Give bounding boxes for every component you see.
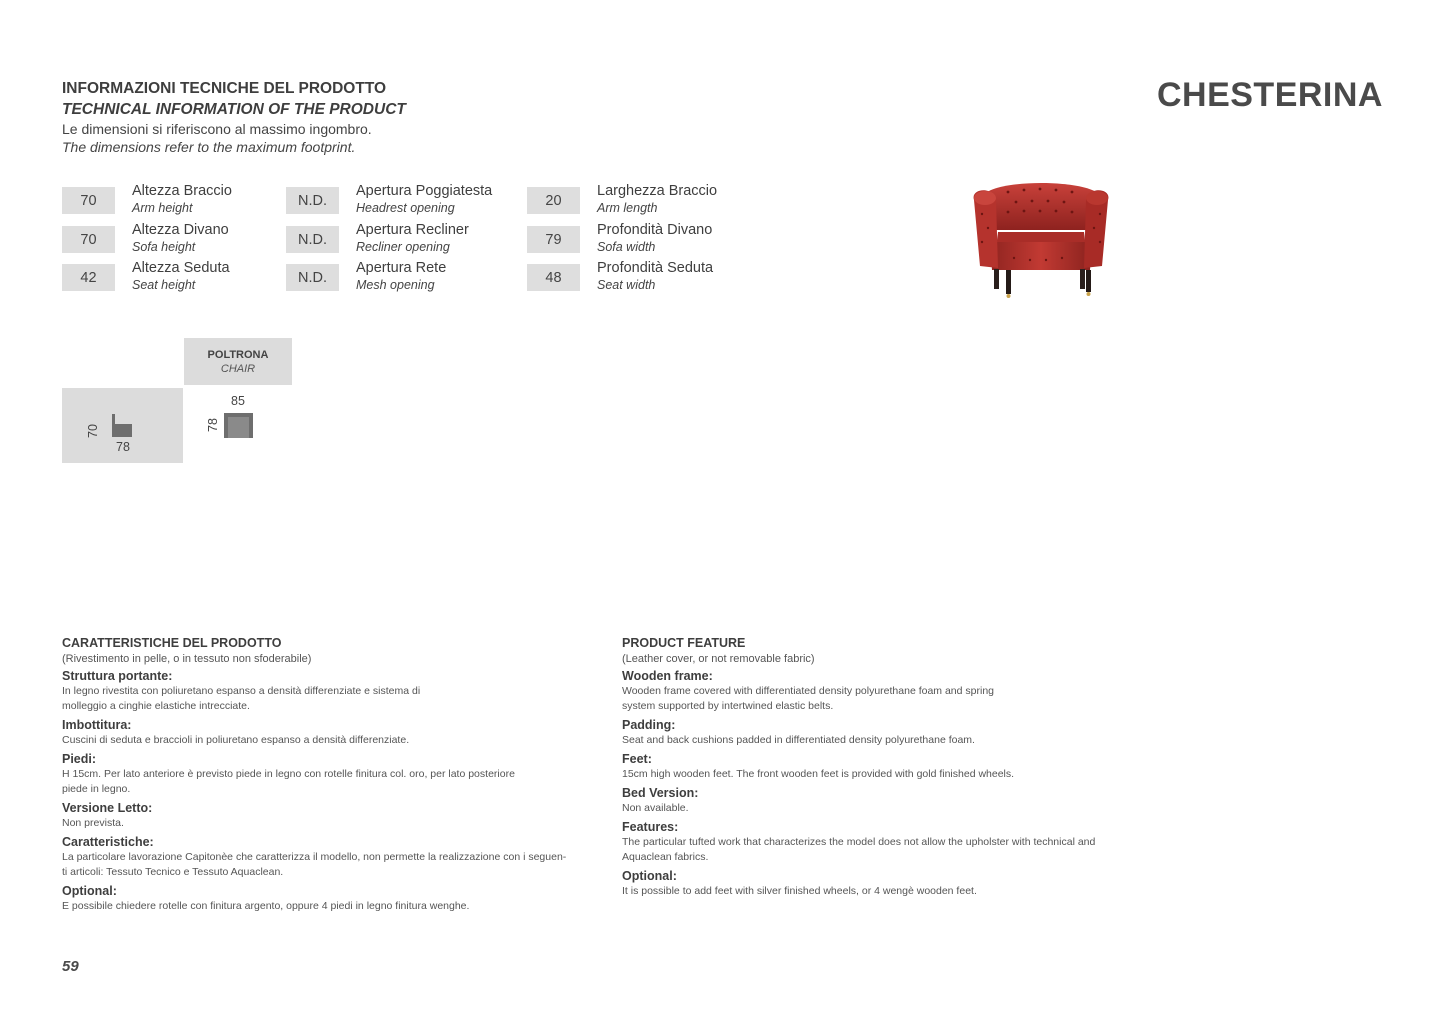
feature-line: ti articoli: Tessuto Tecnico e Tessuto Aquaclean.	[62, 866, 284, 878]
feature-item	[622, 752, 1142, 782]
feature-line: La particolare lavorazione Capitonèe che caratterizza il modello, non permette la realizzazione con i seguen-	[62, 851, 567, 863]
page-number: 59	[62, 958, 79, 975]
spec-label-en: Seat width	[597, 278, 656, 292]
feature-item	[62, 718, 582, 748]
features-title: CARATTERISTICHE DEL PRODOTTO	[62, 636, 282, 650]
front-view-icon	[224, 413, 253, 438]
feature-line: Cuscini di seduta e braccioli in poliuretano espanso a densità differenziate.	[62, 734, 410, 746]
features-subtitle: (Leather cover, or not removable fabric)	[622, 653, 815, 665]
spec-label-en: Sofa height	[132, 240, 196, 254]
header-subtitle-en: The dimensions refer to the maximum footprint.	[62, 139, 356, 155]
header-title-it: INFORMAZIONI TECNICHE DEL PRODOTTO	[62, 80, 387, 97]
feature-line: In legno rivestita con poliuretano espanso a densità differenziate e sistema di	[62, 685, 421, 697]
feature-heading: Features:	[622, 820, 679, 834]
front-depth-label: 78	[205, 418, 220, 432]
features-subtitle: (Rivestimento in pelle, o in tessuto non sfoderabile)	[62, 653, 312, 665]
feature-item	[62, 884, 582, 914]
feature-item	[62, 801, 582, 831]
spec-label-it: Larghezza Braccio	[597, 183, 718, 199]
feature-item	[622, 786, 1142, 816]
spec-value: N.D.	[286, 264, 339, 291]
spec-label-it: Profondità Seduta	[597, 260, 714, 276]
feature-heading: Wooden frame:	[622, 669, 713, 683]
spec-value: N.D.	[286, 187, 339, 214]
feature-heading: Versione Letto:	[62, 801, 153, 815]
spec-label-it: Altezza Braccio	[132, 183, 232, 199]
feature-heading: Caratteristiche:	[62, 835, 154, 849]
feature-item	[622, 869, 1142, 899]
feature-item	[622, 718, 1142, 748]
spec-label-it: Apertura Rete	[356, 260, 447, 276]
spec-value: 48	[527, 264, 580, 291]
feature-line: molleggio a cinghie elastiche intrecciate.	[62, 700, 250, 712]
feature-line: Aquaclean fabrics.	[622, 851, 709, 863]
features-italian	[62, 636, 582, 914]
spec-label-it: Altezza Seduta	[132, 260, 230, 276]
feature-line: E possibile chiedere rotelle con finitura argento, oppure 4 piedi in legno finitura wenghe.	[62, 900, 470, 912]
feature-item	[622, 669, 1142, 714]
spec-label-it: Altezza Divano	[132, 222, 229, 238]
spec-label-en: Seat height	[132, 278, 196, 292]
side-height-label: 70	[85, 424, 100, 438]
spec-value: 42	[62, 264, 115, 291]
feature-heading: Feet:	[622, 752, 652, 766]
feature-line: system supported by intertwined elastic belts.	[622, 700, 834, 712]
spec-label-en: Arm height	[132, 201, 193, 215]
dimension-header-it: POLTRONA	[207, 349, 269, 361]
spec-label-it: Profondità Divano	[597, 222, 713, 238]
feature-item	[62, 752, 582, 797]
front-width-label: 85	[231, 394, 245, 408]
feature-heading: Struttura portante:	[62, 669, 173, 683]
feature-line: The particular tufted work that characterizes the model does not allow the upholster with technical and	[622, 836, 1096, 848]
header-title-en: TECHNICAL INFORMATION OF THE PRODUCT	[62, 101, 406, 118]
spec-value: 20	[527, 187, 580, 214]
spec-label-en: Mesh opening	[356, 278, 435, 292]
spec-value: 70	[62, 226, 115, 253]
feature-item	[62, 835, 582, 880]
feature-heading: Optional:	[622, 869, 677, 883]
side-view-icon	[110, 412, 134, 438]
features-title: PRODUCT FEATURE	[622, 636, 746, 650]
chair-illustration	[968, 170, 1114, 302]
feature-heading: Piedi:	[62, 752, 97, 766]
feature-item	[622, 820, 1142, 865]
side-depth-label: 78	[116, 440, 130, 454]
spec-label-it: Apertura Recliner	[356, 222, 469, 238]
spec-label-en: Arm length	[597, 201, 658, 215]
feature-line: H 15cm. Per lato anteriore è previsto piede in legno con rotelle finitura col. oro, per lato posteriore	[62, 768, 515, 780]
feature-item	[62, 669, 582, 714]
feature-line: Non prevista.	[62, 817, 124, 829]
features-english	[622, 636, 1142, 899]
feature-heading: Padding:	[622, 718, 676, 732]
spec-label-it: Apertura Poggiatesta	[356, 183, 493, 199]
dimension-side-view	[62, 388, 183, 463]
feature-heading: Bed Version:	[622, 786, 699, 800]
spec-value: 70	[62, 187, 115, 214]
header-subtitle-it: Le dimensioni si riferiscono al massimo ingombro.	[62, 121, 372, 137]
feature-line: piede in legno.	[62, 783, 131, 795]
spec-value: N.D.	[286, 226, 339, 253]
product-name: CHESTERINA	[1156, 76, 1383, 114]
feature-line: Non available.	[622, 802, 689, 814]
feature-line: Wooden frame covered with differentiated density polyurethane foam and spring	[622, 685, 995, 697]
spec-label-en: Recliner opening	[356, 240, 450, 254]
spec-label-en: Sofa width	[597, 240, 656, 254]
feature-line: 15cm high wooden feet. The front wooden feet is provided with gold finished wheels.	[622, 768, 1015, 780]
feature-heading: Optional:	[62, 884, 117, 898]
feature-heading: Imbottitura:	[62, 718, 132, 732]
feature-line: Seat and back cushions padded in differentiated density polyurethane foam.	[622, 734, 975, 746]
spec-value: 79	[527, 226, 580, 253]
dimension-header	[184, 338, 292, 385]
dimension-header-en: CHAIR	[220, 363, 256, 375]
feature-line: It is possible to add feet with silver finished wheels, or 4 wengè wooden feet.	[622, 885, 977, 897]
spec-label-en: Headrest opening	[356, 201, 455, 215]
